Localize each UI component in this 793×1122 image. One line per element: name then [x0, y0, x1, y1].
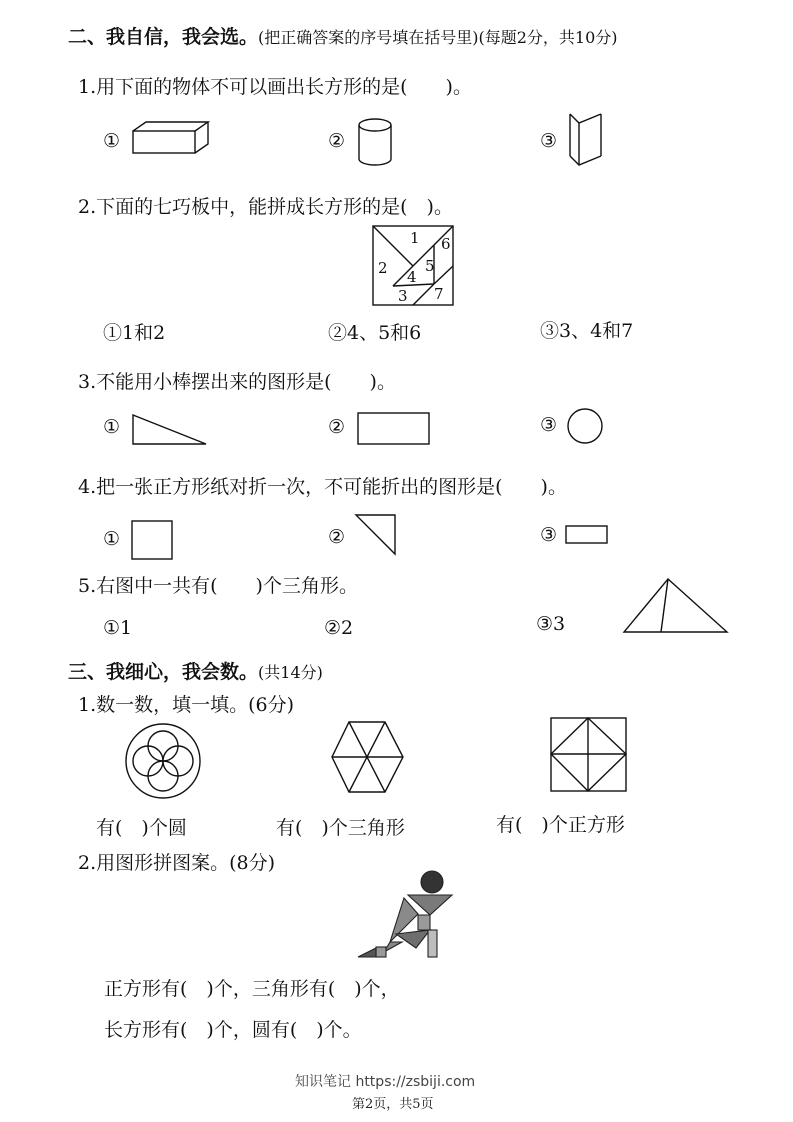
q2-text: 2.下面的七巧板中，能拼成长方形的是( )。	[78, 196, 453, 218]
s3-q1-text: 1.数一数，填一填。(6分)	[78, 694, 295, 716]
q5-option-2: ②2	[324, 617, 354, 639]
q1-option-2: ②	[328, 130, 346, 152]
tangram-label-7: 7	[434, 285, 444, 303]
q4-option-2: ②	[328, 526, 346, 548]
q5-option-1: ①1	[103, 617, 133, 639]
folded-triangle-figure	[354, 513, 400, 557]
s3-q2-line2: 长方形有( )个，圆有( )个。	[104, 1019, 362, 1041]
figure-pattern	[356, 868, 456, 962]
q3-option-1: ①	[103, 416, 121, 438]
right-triangle-figure	[131, 413, 209, 447]
q1-option-1: ①	[103, 130, 121, 152]
q2-option-2: ②4、5和6	[328, 322, 422, 344]
q5-option-3: ③3	[536, 613, 566, 635]
q2-option-3: ③3、4和7	[540, 320, 634, 342]
tangram-label-2: 2	[378, 259, 388, 277]
section3-title: 三、我细心，我会数。	[68, 661, 259, 683]
q3-option-3: ③	[540, 414, 558, 436]
q5-text: 5.右图中一共有( )个三角形。	[78, 575, 358, 597]
q3-text: 3.不能用小棒摆出来的图形是( )。	[78, 371, 396, 393]
section3-header	[68, 657, 323, 684]
hexagon-figure	[330, 719, 408, 797]
cylinder-figure	[356, 118, 396, 168]
q4-text: 4.把一张正方形纸对折一次，不可能折出的图形是( )。	[78, 476, 567, 498]
tangram-label-3: 3	[398, 287, 408, 305]
half-rectangle-figure	[564, 524, 610, 546]
tangram-label-6: 6	[441, 235, 451, 253]
q4-option-1: ①	[103, 528, 121, 550]
square-figure	[130, 519, 176, 561]
s3-q1-blank-circles: 有( )个圆	[96, 817, 187, 839]
s3-q2-text: 2.用图形拼图案。(8分)	[78, 852, 276, 874]
triangle-count-figure	[620, 576, 732, 636]
rectangle-figure	[356, 411, 432, 447]
tangram-figure	[372, 225, 456, 307]
prism-figure	[568, 110, 604, 168]
q4-option-3: ③	[540, 524, 558, 546]
q2-option-1: ①1和2	[103, 322, 166, 344]
squares-figure	[549, 716, 629, 794]
section2-header	[68, 22, 618, 49]
s3-q1-blank-triangles: 有( )个三角形	[276, 817, 405, 839]
q3-option-2: ②	[328, 416, 346, 438]
s3-q1-blank-squares: 有( )个正方形	[496, 814, 625, 836]
q1-option-3: ③	[540, 130, 558, 152]
circles-figure	[124, 722, 204, 802]
section3-note: (共14分)	[258, 663, 323, 682]
tangram-label-4: 4	[407, 268, 417, 286]
section2-title: 二、我自信，我会选。	[68, 26, 259, 48]
tangram-label-1: 1	[410, 229, 420, 247]
cuboid-figure	[132, 120, 212, 156]
tangram-label-5: 5	[425, 257, 435, 275]
circle-figure	[566, 408, 606, 446]
s3-q2-line1: 正方形有( )个，三角形有( )个，	[104, 978, 400, 1000]
section2-note: (把正确答案的序号填在括号里)(每题2分，共10分)	[258, 28, 618, 47]
footer-watermark: 知识笔记 https://zsbiji.com	[295, 1074, 476, 1090]
footer-page-number: 第2页，共5页	[352, 1097, 434, 1112]
q1-text: 1.用下面的物体不可以画出长方形的是( )。	[78, 76, 472, 98]
